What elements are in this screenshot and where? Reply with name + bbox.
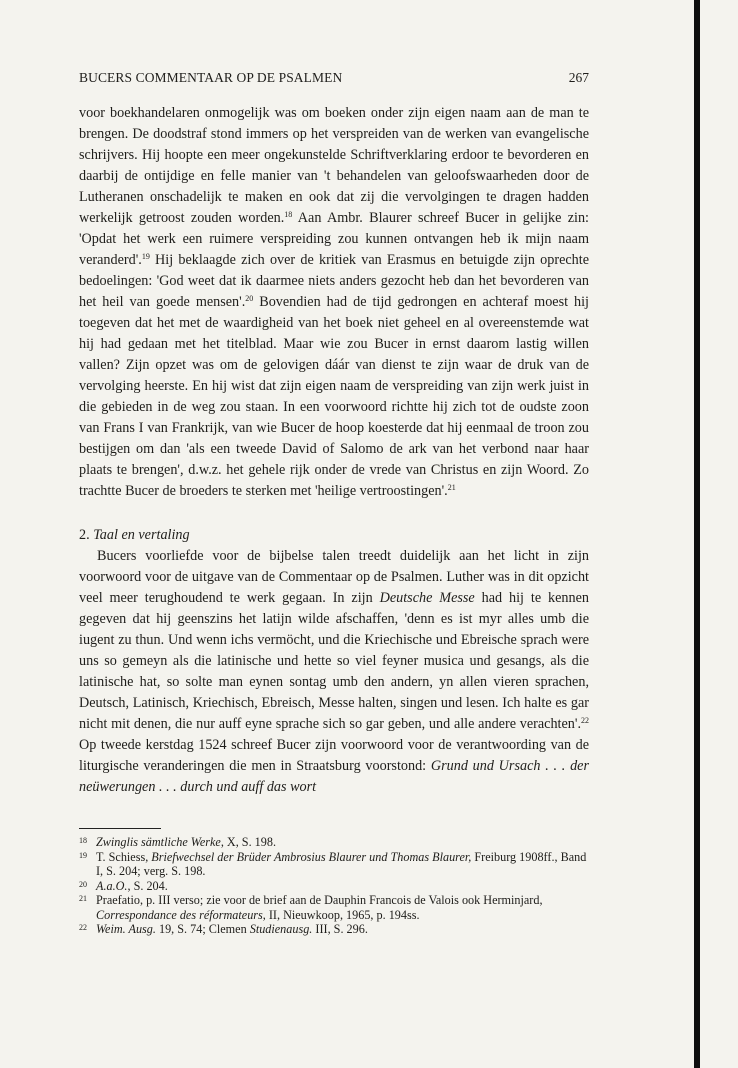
footnote — [79, 879, 589, 894]
footnote-ref-20: 20 — [245, 294, 254, 303]
footnote-number: 21 — [79, 894, 87, 903]
footnote-number: 20 — [79, 879, 87, 889]
footnote — [79, 850, 589, 879]
page-binding-edge — [694, 0, 700, 1068]
section-number: 2. — [79, 527, 90, 543]
footnote-text: , S. 204. — [127, 878, 168, 893]
footnote-text: Freiburg 1908ff., Band I, S. 204; verg. S. 198. — [96, 849, 587, 878]
paragraph: Bucers voorliefde voor de bijbelse talen treedt duidelijk aan het licht in zijn voorwoord voor de uitgave van de Commentaar op de Psalmen. Luther was in dit opzicht veel meer terughoudend te werk gegaan. In zijn Deutsche Messe had hij te kennen gegeven dat hij geenszins het latijn wilde afschaffen, 'denn es ist myr alles umb die iugent zu thun. Und wenn ichs vermöcht, und die Kriechische und Ebreische sprach were uns so gemeyn als die latinische und hette so viel feyner musica und gesangs, als die latinische hat, so solte man eynen sontag umb den andern, yn allen vieren sprachen, Deutsch, Latinisch, Kriechisch, Ebreisch, Messe halten, singen und lesen. Ich halte es gar nicht mit denen, die nur auff eyne sprache sich so gar geben, und alle andere verachten'.$^{22}$ Op tweede kerstdag 1524 schreef Bucer zijn voorwoord voor de verantwoording van de liturgische veranderingen die men in Straatsburg voorstond: Grund und Ursach . . . der neüwerungen . . . durch und auff das wort — [79, 548, 589, 795]
footnote-ref-21: 21 — [447, 483, 456, 492]
footnote-number: 19 — [79, 850, 87, 860]
footnote-text: , X, S. 198. — [220, 835, 277, 849]
footnote-rule — [79, 828, 161, 829]
footnote — [79, 835, 589, 850]
footnote-ref-19: 19 — [141, 252, 150, 261]
footnote-text: Studienausg. — [249, 922, 313, 936]
page-header — [79, 70, 589, 90]
work-title: Deutsche Messe — [379, 590, 475, 606]
footnote-text: Praefatio, p. III verso; zie voor de brief aan de Dauphin Francois de Valois ook Herminjard, — [96, 893, 543, 907]
section-heading — [79, 525, 589, 546]
work-title: Grund und Ursach . . . der neüwerungen . . . durch und auff das wort — [79, 758, 589, 795]
page-number: 267 — [568, 70, 589, 85]
footnote-text: Briefwechsel der Brüder Ambrosius Blaurer und Thomas Blaurer, — [151, 849, 472, 864]
running-title: BUCERS COMMENTAAR OP DE PSALMEN — [79, 70, 343, 85]
footnote-text: T. Schiess, — [96, 849, 152, 864]
paragraph: voor boekhandelaren onmogelijk was om boeken onder zijn eigen naam aan de man te brengen. De doodstraf stond immers op het verspreiden van de werken van evangelische schrijvers. Hij hoopte een meer ongekunstelde Schriftverklaring erdoor te bevorderen en daarbij de ontijdige en felle manier van 't behandelen van geloofswaarheden door de Lutheranen onschadelijk te maken en ook dat zij die vervolgingen te dragen hadden werkelijk getroost zouden worden.$^{18}$ Aan Ambr. Blaurer schreef Bucer in gelijke zin: 'Opdat het werk een ruimere verspreiding zou kunnen ontvangen heb ik mijn naam veranderd'.$^{19}$ Hij beklaagde zich over de kritiek van Erasmus en betuigde zijn oprechte bedoelingen: 'God weet dat ik daarmee niets anders gezocht heb dan het bevorderen van het heil van goede mensen'.$^{20}$ Bovendien had de tijd gedrongen en achteraf moest hij toegeven dat het met de waardigheid van het boek niet geheel en al overeenstemde wat hij had gedaan met het titelblad. Maar wie zou Bucer in ernst daarom lastig willen vallen? Zijn opzet was om de gelovigen dáár van dienst te zijn waar de druk van de vervolging heerste. En hij wist dat zijn eigen naam de verspreiding van zijn werk juist in die gebieden in de weg zou staan. In een voorwoord richtte hij zich tot de oudste zoon van Frans I van Frankrijk, van wie Bucer de hoop koesterde dat hij eenmaal de troon zou bestijgen om dan 'als een tweede David of Salomo de ark van het verbond naar haar plaats te brengen', d.w.z. het gehele rijk onder de vrede van Christus en zijn Woord. Zo trachtte Bucer de broeders te sterken met 'heilige vertroostingen'.$^{21}$ — [79, 105, 589, 499]
footnote-text: A.a.O. — [96, 878, 128, 893]
footnote — [79, 893, 589, 922]
footnote-ref-22: 22 — [581, 716, 589, 725]
footnote-text: Correspondance des réformateurs — [96, 907, 263, 922]
footnotes — [79, 835, 589, 937]
footnote-text: III, S. 296. — [312, 922, 368, 936]
footnote-text: , II, Nieuwkoop, 1965, p. 194ss. — [262, 907, 420, 922]
footnote-ref-18: 18 — [284, 210, 293, 219]
footnote-text: 19, S. 74; Clemen — [155, 922, 250, 936]
section-title: Taal en vertaling — [93, 527, 190, 543]
body-text — [79, 103, 589, 798]
footnote-number: 18 — [79, 836, 87, 845]
footnote-text: Weim. Ausg. — [96, 922, 156, 936]
footnote-number: 22 — [79, 923, 87, 932]
footnote-text: Zwinglis sämtliche Werke — [96, 835, 221, 849]
footnote — [79, 922, 589, 937]
